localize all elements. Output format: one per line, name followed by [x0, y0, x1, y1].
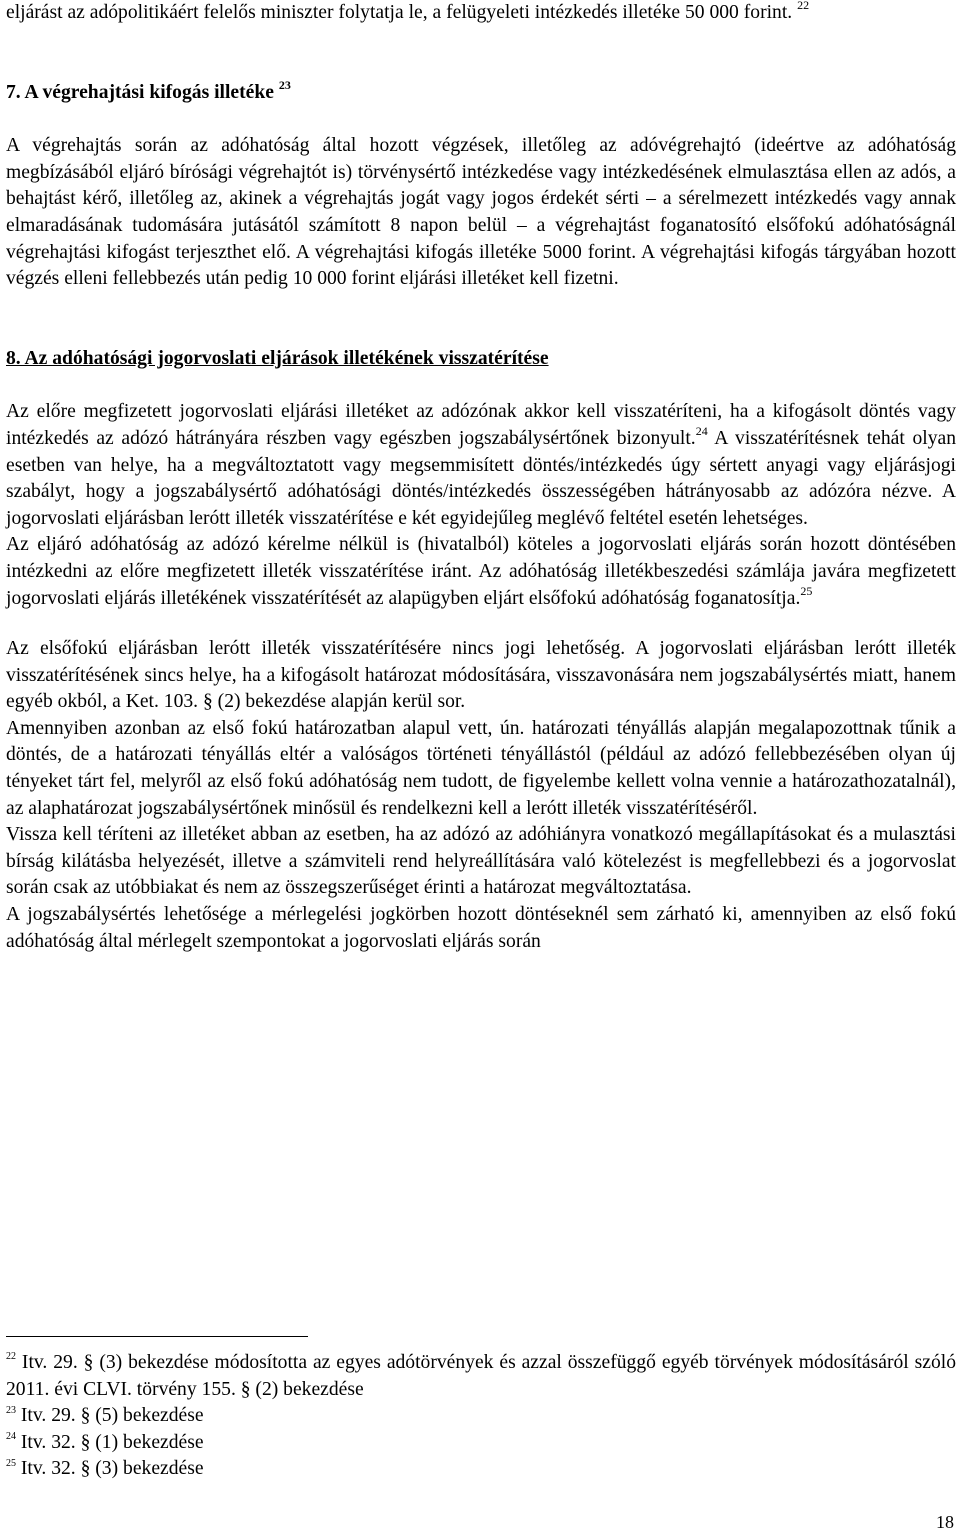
- section-8-paragraph-2-text: Az eljáró adóhatóság az adózó kérelme nélkül is (hivatalból) köteles a jogorvoslati eljárás során hozott döntésében intézkedni az előre megfizetett illeték visszatérítése iránt. Az adóhatóság illetékbeszedési számlája javára megfizetett jogorvoslati eljárás illetékének visszatérítését az alapügyben eljárt elsőfokú adóhatóság foganatosítja.: [6, 534, 956, 609]
- page-number: 18: [936, 1512, 954, 1532]
- section-8-heading: [6, 346, 956, 373]
- footnote-ref-24: 24: [695, 424, 708, 439]
- footnote-number: 24: [6, 1431, 16, 1443]
- footnote-ref-22: 22: [797, 0, 810, 13]
- spacer: [6, 27, 956, 80]
- top-paragraph-text: eljárást az adópolitikáért felelős miniszter folytatja le, a felügyeleti intézkedés illetéke 50 000 forint.: [6, 2, 793, 23]
- spacer: [6, 293, 956, 346]
- section-7-paragraph: A végrehajtás során az adóhatóság által hozott végzések, illetőleg az adóvégrehajtó (ideértve az adóhatóság megbízásából eljáró bírósági végrehajtót is) törvénysértő intézkedése vagy intézkedésének elmulasztása ellen az adós, a behajtást kérő, illetőleg az, akinek a végrehajtás jogát vagy jogos érdekét sérti – a sérelmezett intézkedés vagy annak elmaradásának tudomására jutásától számított 8 napon belül – a végrehajtást foganatosító elsőfokú adóhatóságnál végrehajtási kifogást terjeszthet elő. A végrehajtási kifogás illetéke 5000 forint. A végrehajtási kifogás tárgyában hozott végzés elleni fellebbezés után pedig 10 000 forint eljárási illetéket kell fizetni.: [6, 135, 956, 290]
- footnote-25: [6, 1456, 956, 1483]
- section-8-paragraph-4: Amennyiben azonban az első fokú határozatban alapul vett, ún. határozati tényállás alapján megalapozottnak tűnik a döntés, de a határozati tényállás eltér a valóságos történeti tényállástól (például az adózó fellebbezésében olyan új tényeket tárt fel, melyről az első fokú adóhatóság nem tudott, de figyelembe kellett volna vennie a határozathozatalnál), az alaphatározat jogszabálysértőnek minősül és rendelkezni kell a lerótt illeték visszatérítéséről.: [6, 717, 956, 819]
- spacer: [6, 612, 956, 636]
- footnote-24: [6, 1430, 956, 1457]
- footnote-number: 25: [6, 1457, 16, 1469]
- section-7-heading: [6, 80, 956, 107]
- section-7-heading-text: 7. A végrehajtási kifogás illetéke: [6, 81, 274, 103]
- footnote-text: Itv. 29. § (3) bekezdése módosította az egyes adótörvények és azzal összefüggő egyéb törvények módosításáról szóló 2011. évi CLVI. törvény 155. § (2) bekezdése: [6, 1352, 956, 1400]
- footnote-number: 22: [6, 1351, 16, 1363]
- footnote-ref-23: 23: [278, 78, 291, 93]
- document-page: [6, 0, 956, 955]
- footnote-text: Itv. 32. § (1) bekezdése: [20, 1431, 204, 1453]
- section-8-paragraph-1: [6, 399, 956, 532]
- section-8-paragraph-1-part2: A visszatérítésnek tehát olyan esetben van helye, ha a megváltoztatott vagy megsemmisített döntés/intézkedés úgy sértett anyagi vagy eljárásjogi szabályt, hogy a jogszabálysértő adóhatósági döntés/intézkedés összességében hátrányosabb az adózóra nézve. A jogorvoslati eljárásban lerótt illeték visszatérítése e két egyidejűleg meglévő feltétel esetén lehetséges.: [6, 427, 957, 529]
- section-8-paragraph-5: Vissza kell téríteni az illetéket abban az esetben, ha az adózó az adóhiányra vonatkozó megállapításokat és a mulasztási bírság kilátásba helyezését, illetve a számviteli rend helyreállítására való kötelezést is megfellebbezi és a jogorvoslat során csak az utóbbiakat és nem az összegszerűséget érinti a határozat megváltoztatása.: [6, 824, 956, 899]
- footnote-text: Itv. 32. § (3) bekezdése: [20, 1458, 204, 1480]
- footnote-22: [6, 1350, 956, 1403]
- section-8-paragraph-6: A jogszabálysértés lehetősége a mérlegelési jogkörben hozott döntéseknél sem zárható ki, amennyiben az első fokú adóhatóság által mérlegelt szempontokat a jogorvoslati eljárás során: [6, 904, 956, 952]
- spacer: [6, 372, 956, 399]
- footnote-separator: [6, 1336, 308, 1337]
- section-8-paragraph-2: [6, 532, 956, 612]
- section-8-paragraph-1-part1: Az előre megfizetett jogorvoslati eljárási illetéket az adózónak akkor kell visszatéríteni, ha a kifogásolt döntés vagy intézkedés az adózó hátrányára részben vagy egészben jogszabálysértőnek bizonyult.: [6, 401, 956, 449]
- section-8-paragraph-3: Az elsőfokú eljárásban lerótt illeték visszatérítésére nincs jogi lehetőség. A jogorvoslati eljárásban lerótt illeték visszatérítésének sincs helye, ha a kifogásolt határozat módosítására, visszavonására nem jogszabálysértés miatt, hanem egyéb okból, a Ket. 103. § (2) bekezdése alapján kerül sor.: [6, 638, 956, 713]
- footnote-number: 23: [6, 1404, 16, 1416]
- footnote-text: Itv. 29. § (5) bekezdése: [20, 1405, 204, 1427]
- spacer: [6, 106, 956, 133]
- footnote-ref-25: 25: [800, 583, 813, 598]
- footnotes: [6, 1350, 956, 1483]
- section-8-heading-text: 8. Az adóhatósági jogorvoslati eljárások illetékének visszatérítése: [6, 347, 549, 369]
- footnote-23: [6, 1403, 956, 1430]
- top-paragraph: [6, 0, 956, 27]
